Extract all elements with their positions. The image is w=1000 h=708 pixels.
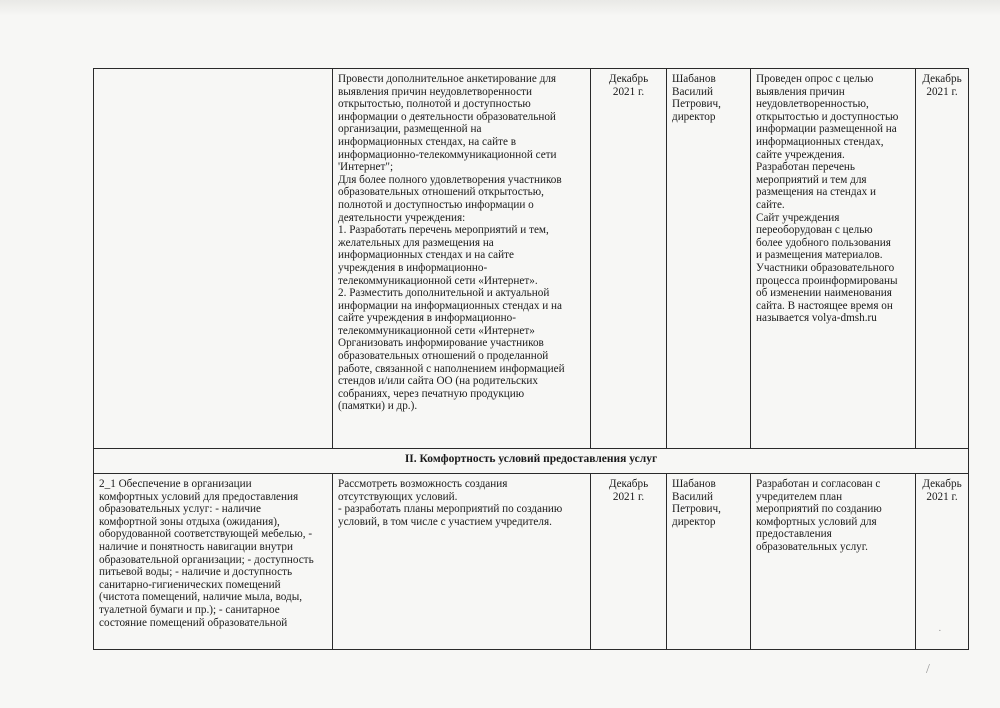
- scan-speck: /: [926, 662, 930, 677]
- actual-date-cell: Декабрь 2021 г.: [916, 474, 969, 650]
- result-cell: Разработан и согласован с учредителем план мероприятий по созданию комфортных условий для предоставления образовательных услуг.: [751, 474, 916, 650]
- section-title: II. Комфортность условий предоставления услуг: [94, 449, 969, 474]
- criterion-cell: 2_1 Обеспечение в организации комфортных условий для предоставления образовательных услуг: - наличие комфортной зоны отдыха (ожидания), оборудованной соответствующей мебелью, - наличие и понятность навигации внутри образовательной организации; - доступность питьевой воды; - наличие и доступность санитарно-гигиенических помещений (чистота помещений, наличие мыла, воды, туалетной бумаги и пр.); - санитарное состояние помещений образовательной: [94, 474, 333, 650]
- result-cell: Проведен опрос с целью выявления причин неудовлетворенностью, открытостью и доступностью информации размещенной на информационных стендах, сайте учреждения. Разработан перечень мероприятий и тем для размещения на стендах и сайте. Сайт учреждения переоборудован с целью более удобного пользования и размещения материалов. Участники образовательного процесса проинформированы об изменении наименования сайта. В настоящее время он называется volya-dmsh.ru: [751, 69, 916, 449]
- actual-date-cell: Декабрь 2021 г.: [916, 69, 969, 449]
- action-plan-table: [93, 68, 969, 650]
- table-row: [94, 69, 969, 449]
- measures-cell: Рассмотреть возможность создания отсутствующих условий. - разработать планы мероприятий по созданию условий, в том числе с участием учредителя.: [333, 474, 591, 650]
- responsible-cell: Шабанов Василий Петрович, директор: [667, 474, 751, 650]
- section-row: [94, 449, 969, 474]
- measures-cell: Провести дополнительное анкетирование для выявления причин неудовлетворенности открытостью, полнотой и доступностью информации о деятельности образовательной организации, размещенной на информационных стендах, на сайте в информационно-телекоммуникационной сети 'Интернет"; Для более полного удовлетворения участников образовательных отношений открытостью, полнотой и доступностью информации о деятельности учреждения: 1. Разработать перечень мероприятий и тем, желательных для размещения на информационных стендах и на сайте учреждения в информационно- телекоммуникационной сети «Интернет». 2. Разместить дополнительной и актуальной информации на информационных стендах и на сайте учреждения в информационно- телекоммуникационной сети «Интернет» Организовать информирование участников образовательных отношений о проделанной работе, связанной с наполнением информацией стендов и/или сайта ОО (на родительских собраниях, через печатную продукцию (памятки) и др.).: [333, 69, 591, 449]
- scan-edge: [0, 0, 1000, 16]
- table-row: [94, 474, 969, 650]
- scan-speck: ·: [938, 625, 942, 637]
- deadline-cell: Декабрь 2021 г.: [591, 69, 667, 449]
- criterion-cell: [94, 69, 333, 449]
- deadline-cell: Декабрь 2021 г.: [591, 474, 667, 650]
- responsible-cell: Шабанов Василий Петрович, директор: [667, 69, 751, 449]
